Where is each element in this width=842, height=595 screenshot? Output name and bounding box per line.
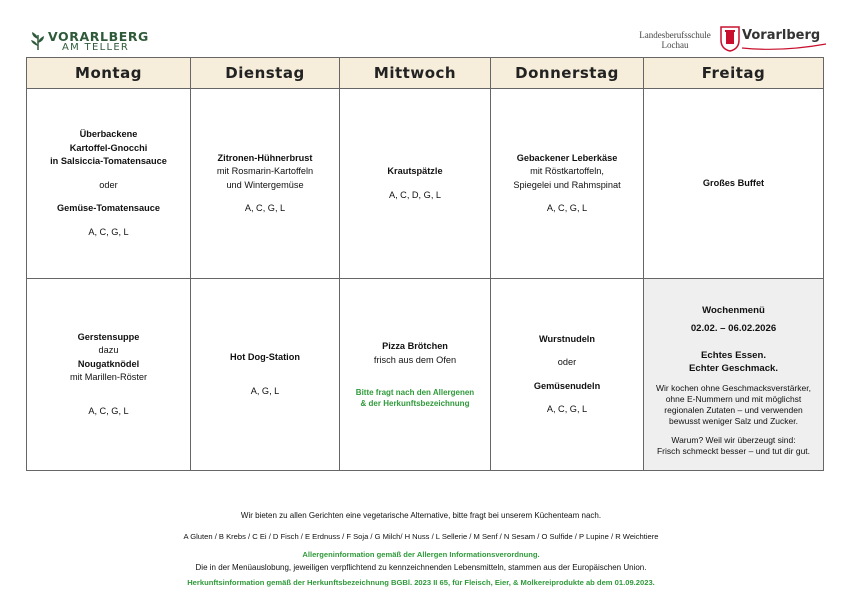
allergen-codes: A, C, D, G, L: [388, 189, 442, 200]
why-text: Warum? Weil wir überzeugt sind: Frisch schmeckt besser – und tut dir gut.: [656, 435, 811, 456]
vorarlberg-brand-text: Vorarlberg: [742, 28, 821, 43]
day-header-dienstag: Dienstag: [191, 58, 340, 89]
cell-dienstag-2: Hot Dog-Station A, G, L: [191, 279, 340, 471]
week-dates: 02.02. – 06.02.2026: [690, 322, 777, 334]
menu-row-1: [27, 89, 824, 279]
cell-montag-2: Gerstensuppe dazu Nougatknödel mit Marillen-Röster A, C, G, L: [27, 279, 191, 471]
cell-freitag-1: Großes Buffet: [644, 89, 824, 279]
cell-mittwoch-1: Krautspätzle A, C, D, G, L: [340, 89, 491, 279]
allergen-codes: A, C, G, L: [244, 203, 286, 213]
school-name: Landesberufsschule Lochau: [639, 30, 711, 50]
day-header-row: [27, 58, 824, 89]
philosophy-text: Wir kochen ohne Geschmacksverstärker, ohne E-Nummern und mit möglichst regionalen Zutaten – und verwenden bewusst weniger Salz und Zucker.: [656, 383, 811, 426]
day-header-montag: Montag: [27, 58, 191, 89]
week-title: Wochenmenü: [702, 305, 765, 316]
logo-sub-text: AM TELLER: [62, 42, 130, 53]
allergen-note: Bitte fragt nach den Allergenen: [355, 388, 475, 397]
cell-montag-1: Überbackene Kartoffel-Gnocchi in Salsiccia-Tomatensauce oder Gemüse-Tomatensauce A, C, G, L: [27, 89, 191, 279]
cell-donnerstag-2: Wurstnudeln oder Gemüsenudeln A, C, G, L: [491, 279, 644, 471]
allergen-codes: A, C, G, L: [88, 405, 129, 416]
cell-mittwoch-2: Pizza Brötchen frisch aus dem Ofen Bitte fragt nach den Allergenen & der Herkunftsbezeichnung: [340, 279, 491, 471]
weekly-menu-table: [26, 57, 824, 471]
allergen-regulation-note: Allergeninformation gemäß der Allergen Informationsverordnung.: [302, 550, 540, 559]
leaf-icon: [30, 31, 46, 51]
vegetarian-note: Wir bieten zu allen Gerichten eine vegetarische Alternative, bitte fragt bei unserem Küchenteam nach.: [240, 511, 602, 520]
origin-regulation-note: Herkunftsinformation gemäß der Herkunftsbezeichnung BGBl. 2023 II 65, für Fleisch, Eier, & Molkereiprodukte ab dem 01.09.2023.: [187, 578, 655, 587]
landesberufsschule-logo: [630, 24, 830, 56]
cell-dienstag-1: Zitronen-Hühnerbrust mit Rosmarin-Kartoffeln und Wintergemüse A, C, G, L: [191, 89, 340, 279]
allergen-codes: A, G, L: [250, 385, 280, 396]
slogan: Echtes Essen. Echter Geschmack.: [688, 350, 779, 374]
weekly-menu-info: [644, 279, 824, 471]
day-header-freitag: Freitag: [644, 58, 824, 89]
allergen-codes: A, C, G, L: [546, 203, 588, 213]
vorarlberg-shield-icon: [720, 26, 740, 52]
menu-row-2: [27, 279, 824, 471]
eu-origin-note: Die in der Menüauslobung, jeweiligen verpflichtend zu kennzeichnenden Lebensmitteln, stammen aus der Europäischen Union.: [195, 563, 647, 572]
allergen-codes: A, C, G, L: [88, 226, 129, 237]
swoosh-icon: [742, 42, 827, 52]
allergen-legend: A Gluten / B Krebs / C Ei / D Fisch / E Erdnuss / F Soja / G Milch/ H Nuss / L Sellerie / M Senf / N Sesam / O Sulfide / P Lupine / R Weichtiere: [183, 532, 659, 541]
logo-brand-text: VORARLBERG: [48, 29, 149, 44]
allergen-codes: A, C, G, L: [546, 404, 588, 414]
origin-note: & der Herkunftsbezeichnung: [360, 399, 470, 408]
day-header-donnerstag: Donnerstag: [491, 58, 644, 89]
vorarlberg-am-teller-logo: [30, 29, 180, 55]
day-header-mittwoch: Mittwoch: [340, 58, 491, 89]
cell-donnerstag-1: Gebackener Leberkäse mit Röstkartoffeln, Spiegelei und Rahmspinat A, C, G, L: [491, 89, 644, 279]
